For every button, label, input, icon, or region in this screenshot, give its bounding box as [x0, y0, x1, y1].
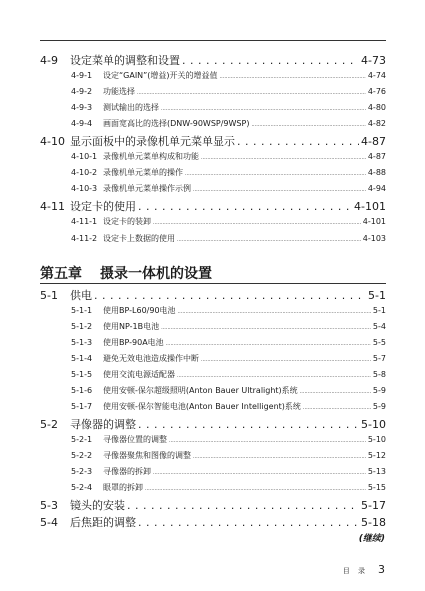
- toc-number: 4-9-3: [71, 103, 93, 112]
- dot-leader: [303, 405, 371, 411]
- toc-number: 5-1-1: [71, 306, 93, 315]
- toc-subentry[interactable]: [71, 216, 386, 228]
- toc-title: 镜头的安装: [70, 499, 125, 512]
- toc-number: 5-2-1: [71, 435, 93, 444]
- toc-number: 5-1-3: [71, 338, 93, 347]
- toc-page: 4-88: [367, 168, 386, 177]
- toc-subentry[interactable]: [71, 466, 386, 478]
- toc-page: 5-18: [361, 516, 386, 529]
- toc-subentry[interactable]: [71, 385, 386, 397]
- toc-number: 5-2-4: [71, 483, 93, 492]
- toc-entry[interactable]: [40, 416, 386, 431]
- chapter-title: 摄录一体机的设置: [100, 266, 212, 282]
- toc-number: 4-10: [40, 135, 65, 148]
- dot-leader: [237, 135, 359, 148]
- toc-subentry[interactable]: [71, 369, 386, 381]
- toc-title: 设定“GAIN”(增益)开关的增益值: [103, 71, 218, 80]
- toc-number: 5-2-3: [71, 467, 93, 476]
- toc-page: 5-9: [372, 402, 386, 411]
- footer-label: 目 录: [342, 567, 368, 575]
- toc-subentry[interactable]: [71, 233, 386, 245]
- dot-leader: [166, 341, 371, 347]
- toc-number: 4-11: [40, 200, 65, 213]
- toc-title: 眼罩的拆卸: [103, 483, 143, 492]
- toc-number: 5-1-6: [71, 386, 93, 395]
- toc-page: 5-10: [361, 418, 386, 431]
- toc-number: 5-1: [40, 289, 58, 302]
- toc-subentry[interactable]: [71, 482, 386, 494]
- toc-page: 4-87: [361, 135, 386, 148]
- toc-number: 5-4: [40, 516, 58, 529]
- toc-page: 4-103: [362, 234, 386, 243]
- toc-title: 使用BP-90A电池: [103, 338, 164, 347]
- dot-leader: [138, 516, 359, 529]
- toc-title: 使用交流电源适配器: [103, 370, 175, 379]
- dot-leader: [138, 200, 352, 213]
- toc-number: 4-11-1: [71, 217, 98, 226]
- toc-number: 5-1-5: [71, 370, 93, 379]
- toc-title: 录像机单元菜单操作示例: [103, 184, 191, 193]
- toc-subentry[interactable]: [71, 401, 386, 413]
- toc-page: 5-10: [367, 435, 386, 444]
- toc-title: 供电: [70, 289, 92, 302]
- toc-number: 5-3: [40, 499, 58, 512]
- toc-entry[interactable]: [40, 287, 386, 302]
- toc-title: 设定卡的装卸: [103, 217, 151, 226]
- toc-title: 使用安顿-保尔智能电池(Anton Bauer Intelligent)系统: [103, 402, 301, 411]
- toc-subentry[interactable]: [71, 305, 386, 317]
- toc-subentry[interactable]: [71, 434, 386, 446]
- toc-number: 5-1-4: [71, 354, 93, 363]
- toc-title: 功能选择: [103, 87, 135, 96]
- toc-page: 4-87: [367, 152, 386, 161]
- dot-leader: [182, 54, 359, 67]
- dot-leader: [153, 220, 361, 226]
- toc-number: 5-2-2: [71, 451, 93, 460]
- dot-leader: [185, 171, 366, 177]
- toc-page: 5-1: [372, 306, 386, 315]
- toc-title: 寻像器的调整: [70, 418, 136, 431]
- page-number: 3: [378, 563, 385, 576]
- dot-leader: [145, 486, 366, 492]
- toc-page: 5-5: [372, 338, 386, 347]
- toc-title: 后焦距的调整: [70, 516, 136, 529]
- dot-leader: [153, 470, 366, 476]
- dot-leader: [137, 90, 366, 96]
- toc-title: 寻像器的拆卸: [103, 467, 151, 476]
- toc-page: 5-7: [372, 354, 386, 363]
- dot-leader: [169, 438, 366, 444]
- toc-subentry[interactable]: [71, 321, 386, 333]
- toc-page: 4-73: [361, 54, 386, 67]
- toc-title: 设定卡的使用: [70, 200, 136, 213]
- toc-page: 5-13: [367, 467, 386, 476]
- chapter-heading: [40, 263, 212, 283]
- toc-title: 寻像器聚焦和图像的调整: [103, 451, 191, 460]
- toc-title: 使用NP-1B电池: [103, 322, 160, 331]
- page-footer: [343, 563, 385, 576]
- toc-page: 4-101: [362, 217, 386, 226]
- toc-title: 使用BP-L60/90电池: [103, 306, 176, 315]
- toc-page: 4-74: [367, 71, 386, 80]
- toc-title: 寻像器位置的调整: [103, 435, 167, 444]
- toc-subentry[interactable]: [71, 353, 386, 365]
- dot-leader: [138, 418, 359, 431]
- toc-number: 4-10-2: [71, 168, 98, 177]
- toc-page: 5-8: [372, 370, 386, 379]
- toc-number: 4-9-2: [71, 87, 93, 96]
- toc-title: 录像机单元菜单构成和功能: [103, 152, 199, 161]
- chapter-rule: [40, 283, 386, 284]
- dot-leader: [177, 237, 361, 243]
- toc-page: 5-9: [372, 386, 386, 395]
- toc-entry[interactable]: [40, 198, 386, 213]
- toc-entry[interactable]: [40, 497, 386, 512]
- toc-title: 显示面板中的录像机单元菜单显示: [70, 135, 235, 148]
- dot-leader: [300, 389, 371, 395]
- toc-title: 录像机单元菜单的操作: [103, 168, 183, 177]
- toc-title: 设定卡上数据的使用: [103, 234, 175, 243]
- toc-page: 4-80: [367, 103, 386, 112]
- dot-leader: [161, 106, 366, 112]
- dot-leader: [193, 187, 366, 193]
- toc-subentry[interactable]: [71, 70, 386, 82]
- toc-page: 5-17: [361, 499, 386, 512]
- toc-subentry[interactable]: [71, 151, 386, 163]
- dot-leader: [193, 454, 366, 460]
- toc-subentry[interactable]: [71, 118, 386, 130]
- toc-subentry[interactable]: [71, 183, 386, 195]
- toc-page: 4-94: [367, 184, 386, 193]
- toc-subentry[interactable]: [71, 86, 386, 98]
- toc-subentry[interactable]: [71, 337, 386, 349]
- toc-subentry[interactable]: [71, 450, 386, 462]
- toc-title: 画面宽高比的选择(DNW-90WSP/9WSP): [103, 119, 250, 128]
- toc-number: 5-2: [40, 418, 58, 431]
- dot-leader: [251, 122, 365, 128]
- dot-leader: [127, 499, 359, 512]
- toc-title: 测试输出的选择: [103, 103, 159, 112]
- dot-leader: [94, 289, 366, 302]
- chapter-label: 第五章: [40, 266, 82, 282]
- toc-page: 5-4: [372, 322, 386, 331]
- toc-title: 使用安顿-保尔超级照明(Anton Bauer Ultralight)系统: [103, 386, 298, 395]
- toc-title: 设定菜单的调整和设置: [70, 54, 180, 67]
- toc-number: 5-1-7: [71, 402, 93, 411]
- toc-subentry[interactable]: [71, 102, 386, 114]
- top-rule: [40, 40, 386, 41]
- toc-entry[interactable]: [40, 52, 386, 67]
- dot-leader: [178, 309, 371, 315]
- toc-title: 避免无效电池造成操作中断: [103, 354, 199, 363]
- toc-page: 4-101: [354, 200, 386, 213]
- toc-number: 4-10-1: [71, 152, 98, 161]
- toc-page: 4-76: [367, 87, 386, 96]
- toc-page: 5-15: [367, 483, 386, 492]
- dot-leader: [177, 373, 371, 379]
- toc-number: 4-9-1: [71, 71, 93, 80]
- toc-number: 4-10-3: [71, 184, 98, 193]
- dot-leader: [201, 357, 371, 363]
- toc-entry[interactable]: [40, 514, 386, 529]
- continued-note: (继续): [358, 534, 385, 544]
- toc-number: 4-11-2: [71, 234, 98, 243]
- toc-number: 4-9: [40, 54, 58, 67]
- dot-leader: [220, 74, 366, 80]
- toc-subentry[interactable]: [71, 167, 386, 179]
- toc-number: 4-9-4: [71, 119, 93, 128]
- dot-leader: [161, 325, 371, 331]
- toc-page: 5-12: [367, 451, 386, 460]
- toc-entry[interactable]: [40, 133, 386, 148]
- toc-page: 4-82: [367, 119, 386, 128]
- dot-leader: [201, 155, 366, 161]
- toc-page: 5-1: [368, 289, 386, 302]
- toc-number: 5-1-2: [71, 322, 93, 331]
